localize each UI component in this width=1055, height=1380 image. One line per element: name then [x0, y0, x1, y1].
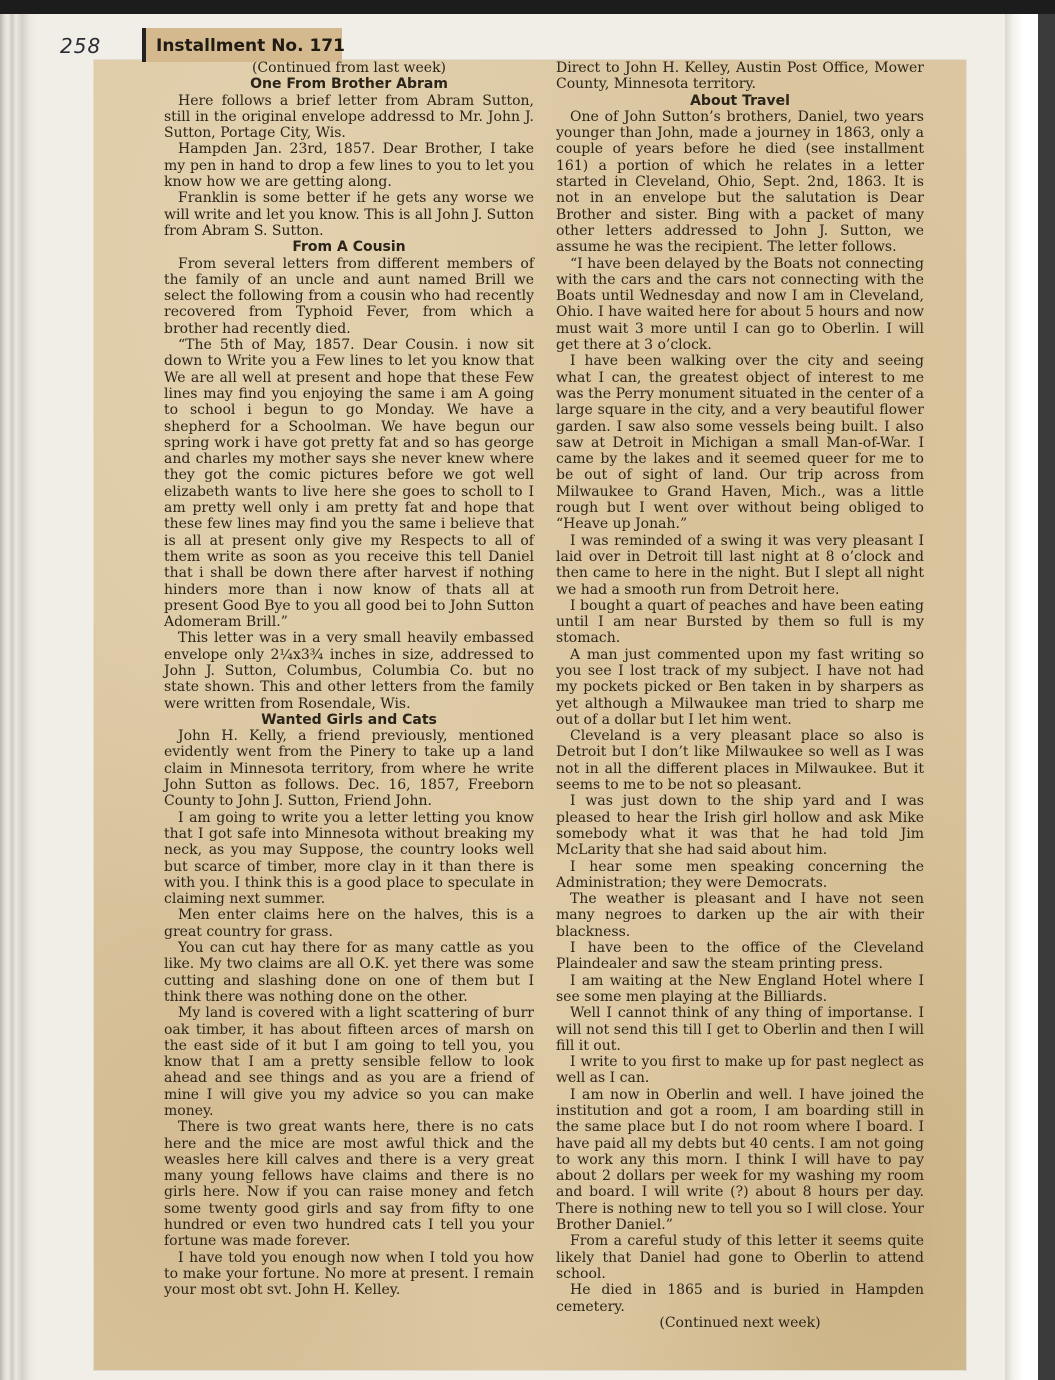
right-column	[556, 60, 924, 1331]
section-heading: Wanted Girls and Cats	[261, 711, 437, 728]
album-binding-edge	[0, 14, 40, 1380]
paragraph: I was just down to the ship yard and I was pleased to hear the Irish girl hollow and ask Mike somebody what it was that he had told Jim McLarity that she had said about him.	[556, 793, 924, 859]
paragraph: I bought a quart of peaches and have been eating until I am near Bursted by them so full is my stomach.	[556, 597, 924, 647]
section-heading: One From Brother Abram	[250, 76, 448, 93]
paragraph: I hear some men speaking concerning the Administration; they were Democrats.	[556, 858, 924, 891]
paragraph: I was reminded of a swing it was very pleasant I laid over in Detroit till last night at 8 o’clock and then came to here in the night. But I slept all night we had a smooth run from Detroit here.	[556, 532, 924, 598]
paragraph: One of John Sutton’s brothers, Daniel, two years younger than John, made a journey in 1863, only a couple of years before he died (see installment 161) a portion of which he relates in a letter started in Cleveland, Ohio, Sept. 2nd, 1863. It is not in an envelope but the salutation is Dear Brother and sister. Bing with a packet of many other letters addressed to John J. Sutton, we assume he was the recipient. The letter follows.	[556, 108, 924, 256]
paragraph: You can cut hay there for as many cattle as you like. My two claims are all O.K. yet there was some cutting and slashing done on one of them but I think there was nothing done on the other.	[164, 940, 534, 1005]
paragraph: I am now in Oberlin and well. I have joined the institution and got a room, I am boarding still in the same place but I do not room where I board. I have paid all my debts but 40 cents. I am not going to work any this morn. I think I will have to pay about 2 dollars per week for my washing my room and board. I will write (?) about 8 hours per day. There is nothing new to tell you so I will close. Your Brother Daniel.”	[556, 1086, 924, 1234]
paragraph: From a careful study of this letter it seems quite likely that Daniel had gone to Oberlin to attend school.	[556, 1233, 924, 1282]
paragraph: Franklin is some better if he gets any worse we will write and let you know. This is all John J. Sutton from Abram S. Sutton.	[164, 190, 534, 239]
paragraph: Direct to John H. Kelley, Austin Post Office, Mower County, Minnesota territory.	[556, 60, 924, 93]
paragraph: I am waiting at the New England Hotel where I see some men playing at the Billiards.	[556, 972, 924, 1005]
paragraph: I have told you enough now when I told you how to make your fortune. No more at present. I remain your most obt svt. John H. Kelley.	[164, 1249, 534, 1299]
section-heading: About Travel	[690, 92, 790, 109]
paragraph: I have been walking over the city and seeing what I can, the greatest object of interest to me was the Perry monument situated in the center of a large square in the city, and a very beautiful flower garden. I saw also some vessels being built. I also saw at Detroit in Michigan a small Man-of-War. I came by the lakes and it seemed queer for me to be out of sight of land. Our trip across from Milwaukee to Grand Haven, Mich., was a little rough but I went over without being obliged to “Heave up Jonah.”	[556, 353, 924, 533]
top-dark-border	[0, 0, 1055, 14]
continuation-note: (Continued from last week)	[251, 60, 447, 76]
paragraph: I write to you first to make up for past neglect as well as I can.	[556, 1054, 924, 1087]
paragraph: I have been to the office of the Cleveland Plaindealer and saw the steam printing press.	[556, 940, 924, 973]
continuation-note: (Continued next week)	[659, 1314, 821, 1331]
right-dark-border	[1038, 14, 1055, 1380]
paragraph: Men enter claims here on the halves, this is a great country for grass.	[164, 907, 534, 940]
paragraph: He died in 1865 and is buried in Hampden cemetery.	[556, 1282, 924, 1315]
paragraph: John H. Kelly, a friend previously, mentioned evidently went from the Pinery to take up a land claim in Minnesota territory, from where he write John Sutton as follows. Dec. 16, 1857, Freeborn County to John J. Sutton, Friend John.	[164, 728, 534, 810]
paragraph: Cleveland is a very pleasant place so also is Detroit but I don’t like Milwaukee so well as I was not in all the different places in Milwaukee. But it seems to me to be not so pleasant.	[556, 728, 924, 794]
paragraph: A man just commented upon my fast writing so you see I lost track of my subject. I have not had my pockets picked or Ben taken in by sharpers as yet although a Milwaukee man tried to sharp me out of a dollar but I let him went.	[556, 646, 924, 728]
paragraph: Well I cannot think of any thing of importanse. I will not send this till I get to Oberlin and then I will fill it out.	[556, 1005, 924, 1054]
paragraph: Hampden Jan. 23rd, 1857. Dear Brother, I take my pen in hand to drop a few lines to you to let you know how we are getting along.	[164, 141, 534, 191]
paragraph: My land is covered with a light scattering of burr oak timber, it has about fifteen arces of marsh on the east side of it but I am going to tell you, you know that I am a pretty sensible fellow to look ahead and see things and as you are a friend of mine I will give you my advice so you can make money.	[164, 1005, 534, 1119]
paragraph: “The 5th of May, 1857. Dear Cousin. i now sit down to Write you a Few lines to let you know that We are all well at present and hope that these Few lines may find you enjoying the same i am A going to school i begun to go Monday. We have a shepherd for a Schoolman. We have begun our spring work i have got pretty fat and so has george and charles my mother says she never knew where they got the comic pictures before we got well elizabeth wants to live here she goes to scholl to I am pretty well only i am pretty fat and hope that these few lines may find you the same i believe that is all at present only give my Respects to all of them write as soon as you receive this tell Daniel that i shall be down there after harvest if nothing hinders more than i now know of thats all at present Good Bye to you all good bei to John Sutton Adomeram Brill.”	[164, 337, 534, 631]
paragraph: The weather is pleasant and I have not seen many negroes to darken up the air with their blackness.	[556, 891, 924, 940]
paragraph: From several letters from different members of the family of an uncle and aunt named Brill we select the following from a cousin who had recently recovered from Typhoid Fever, from which a brother had recently died.	[164, 255, 534, 337]
paragraph: Here follows a brief letter from Abram Sutton, still in the original envelope addressd to Mr. John J. Sutton, Portage City, Wis.	[164, 92, 534, 142]
left-column	[164, 60, 534, 1299]
installment-header	[142, 28, 345, 62]
page-number: 258	[60, 34, 102, 58]
paragraph: “I have been delayed by the Boats not connecting with the cars and the cars not connecting with the Boats until Wednesday and now I am in Cleveland, Ohio. I have waited here for about 5 hours and now must wait 3 more until I can go to Oberlin. I will get there at 3 o’clock.	[556, 255, 924, 354]
paragraph: This letter was in a very small heavily embassed envelope only 2¼x3¾ inches in size, addressed to John J. Sutton, Columbus, Columbia Co. but no state shown. This and other letters from the family were written from Rosendale, Wis.	[164, 630, 534, 712]
section-heading: From A Cousin	[292, 239, 406, 256]
paragraph: There is two great wants here, there is no cats here and the mice are most awful thick and the weasles here kill calves and there is a very great many young fellows have claims and there is no girls here. Now if you can raise money and fetch some twenty good girls and say from fifty to one hundred or even two hundred cats I tell you your fortune was made forever.	[164, 1119, 534, 1250]
installment-title: Installment No. 171	[156, 36, 345, 56]
paragraph: I am going to write you a letter letting you know that I got safe into Minnesota without breaking my neck, as you may Suppose, the country looks well but scarce of timber, more clay in it than there is with you. I think this is a good place to speculate in claiming next summer.	[164, 809, 534, 908]
